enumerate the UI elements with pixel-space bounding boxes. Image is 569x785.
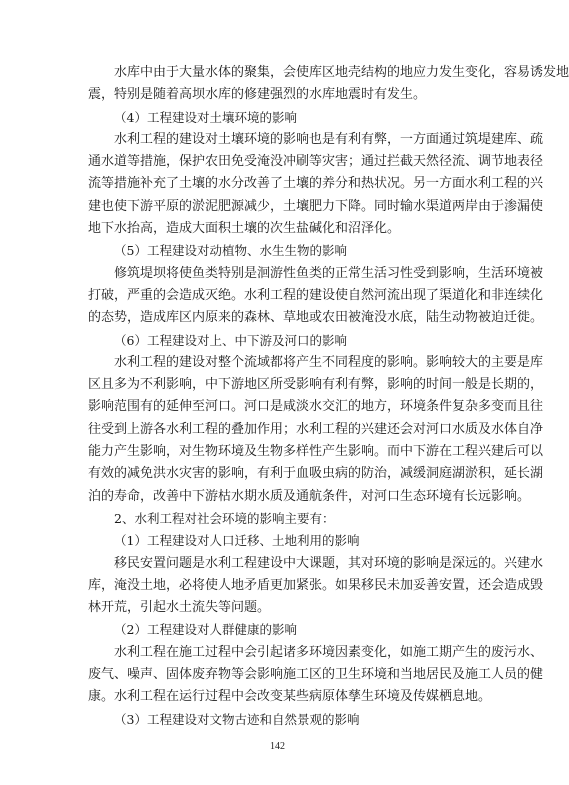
section-heading: （6）工程建设对上、中下游及河口的影响 <box>114 332 347 348</box>
section-heading: （2）工程建设对人群健康的影响 <box>114 622 297 638</box>
paragraph-line: 打破，严重的会造成灭绝。水利工程的建设使自然河流出现了渠道化和非连续化 <box>88 287 544 303</box>
paragraph-line: 水库中由于大量水体的聚集，会使库区地壳结构的地应力发生变化，容易诱发地 <box>114 65 569 80</box>
paragraph-line: 林开荒，引起水土流失等问题。 <box>88 600 271 616</box>
section-heading: （5）工程建设对动植物、水生生物的影响 <box>114 243 347 259</box>
paragraph-line: 流等措施补充了土壤的水分改善了土壤的养分和热状况。另一方面水利工程的兴 <box>88 176 544 192</box>
paragraph-line: 有效的减免洪水灾害的影响，有利于血吸虫病的防治，减缓洞庭湖淤积，延长湖 <box>88 466 544 482</box>
document-body <box>88 62 569 731</box>
paragraph <box>88 263 544 330</box>
paragraph-line: 修筑堤坝将使鱼类特别是洄游性鱼类的正常生活习性受到影响，生活环境被 <box>114 265 544 281</box>
paragraph-line: 往受到上游各水利工程的叠加作用；水利工程的兴建还会对河口水质及水体自净 <box>88 421 544 437</box>
paragraph-line: 移民安置问题是水利工程建设中大课题，其对环境的影响是深远的。兴建水 <box>114 555 544 571</box>
paragraph-line: 水利工程的建设对土壤环境的影响也是有利有弊，一方面通过筑堤建库、疏 <box>114 131 544 147</box>
paragraph-line: 影响范围有的延伸至河口。河口是咸淡水交汇的地方，环境条件复杂多变而且往 <box>88 399 544 415</box>
section-heading: 2、水利工程对社会环境的影响主要有： <box>114 510 335 526</box>
paragraph-line: 库，淹没土地，必将使人地矛盾更加紧张。如果移民未加妥善安置，还会造成毁 <box>88 577 544 593</box>
paragraph <box>88 352 544 508</box>
paragraph-line: 通水道等措施，保护农田免受淹没冲刷等灾害；通过拦截天然径流、调节地表径 <box>88 154 544 170</box>
paragraph-line: 震，特别是随着高坝水库的修建强烈的水库地震时有发生。 <box>88 87 427 103</box>
page-number: 142 <box>270 741 285 752</box>
paragraph-line: 水利工程在施工过程中会引起诸多环境因素变化，如施工期产生的废污水、 <box>114 644 544 660</box>
section-heading: （1）工程建设对人口迁移、土地利用的影响 <box>114 533 360 549</box>
paragraph <box>88 129 544 240</box>
paragraph-line: 废气、噪声、固体废弃物等会影响施工区的卫生环境和当地居民及施工人员的健 <box>88 667 544 683</box>
paragraph <box>88 62 569 107</box>
paragraph <box>88 642 544 709</box>
section-heading: （3）工程建设对文物古迹和自然景观的影响 <box>114 711 360 727</box>
paragraph-line: 建也使下游平原的淤泥肥源减少，土壤肥力下降。同时输水渠道两岸由于渗漏使 <box>88 198 544 214</box>
paragraph-line: 区且多为不利影响，中下游地区所受影响有利有弊，影响的时间一般是长期的， <box>88 377 544 393</box>
paragraph-line: 康。水利工程在运行过程中会改变某些病原体孳生环境及传媒栖息地。 <box>88 689 492 705</box>
paragraph <box>88 553 544 620</box>
paragraph-line: 泊的寿命，改善中下游枯水期水质及通航条件，对河口生态环境有长远影响。 <box>88 488 531 504</box>
paragraph-line: 地下水抬高，造成大面积土壤的次生盐碱化和沼泽化。 <box>88 221 401 237</box>
paragraph-line: 能力产生影响，对生物环境及生物多样性产生影响。而中下游在工程兴建后可以 <box>88 444 544 460</box>
section-heading: （4）工程建设对土壤环境的影响 <box>114 109 297 125</box>
paragraph-line: 水利工程的建设对整个流域都将产生不同程度的影响。影响较大的主要是库 <box>114 354 544 370</box>
paragraph-line: 的态势，造成库区内原来的森林、草地或农田被淹没水底，陆生动物被迫迁徙。 <box>88 310 544 326</box>
